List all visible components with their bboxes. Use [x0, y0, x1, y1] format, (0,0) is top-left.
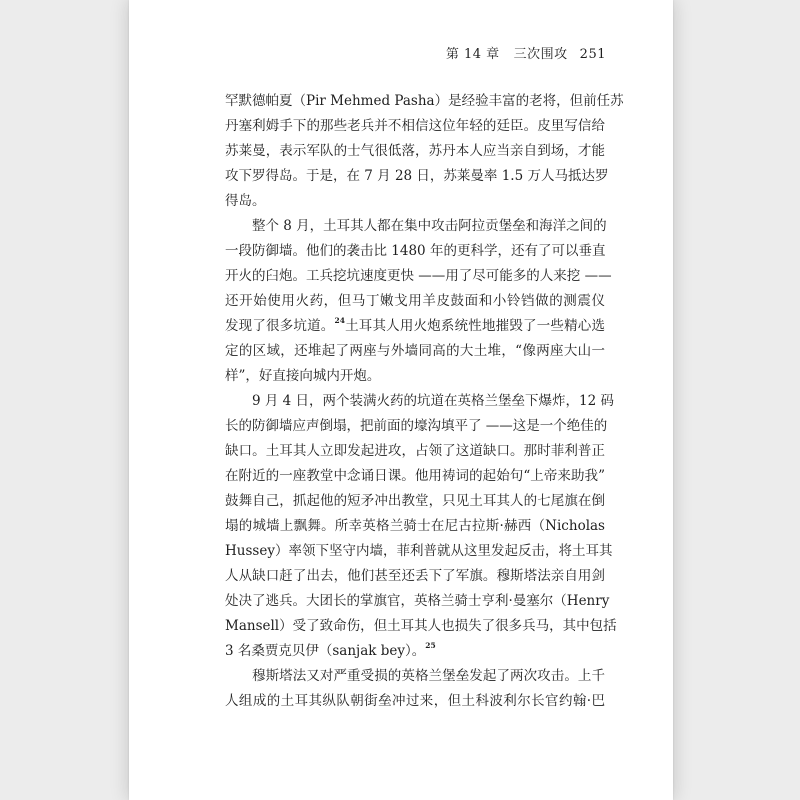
text-line: 得岛。	[225, 193, 266, 209]
page-number: 251	[579, 47, 606, 62]
text-line	[225, 639, 605, 664]
book-page	[129, 0, 673, 800]
text-line: 缺口。土耳其人立即发起进攻，占领了这道缺口。那时菲利普正	[225, 443, 605, 459]
text-line: Mansell）受了致命伤，但土耳其人也损失了很多兵马，其中包括	[225, 618, 617, 634]
text-line: 攻下罗得岛。于是，在 7 月 28 日，苏莱曼率 1.5 万人马抵达罗	[225, 168, 609, 184]
text-line: 人组成的土耳其纵队朝街垒冲过来，但土科波利尔长官约翰·巴	[225, 693, 605, 709]
line-text: 发现了很多坑道。	[225, 318, 335, 334]
text-line: 长的防御墙应声倒塌，把前面的壕沟填平了 ——这是一个绝佳的	[225, 418, 608, 434]
text-line: 人从缺口赶了出去，他们甚至还丢下了军旗。穆斯塔法亲自用剑	[225, 568, 605, 584]
text-line: 9 月 4 日，两个装满火药的坑道在英格兰堡垒下爆炸，12 码	[252, 393, 615, 409]
body-text	[225, 89, 624, 714]
chapter-title: 三次围攻	[513, 47, 568, 62]
paragraph	[225, 214, 612, 389]
text-line: 样”，好直接向城内开炮。	[225, 368, 381, 384]
text-line: 丹塞利姆手下的那些老兵并不相信这位年轻的廷臣。皮里写信给	[225, 118, 605, 134]
text-line: 定的区域，还堆起了两座与外墙同高的大土堆，“像两座大山一	[225, 343, 605, 359]
text-line: 塌的城墙上飘舞。所幸英格兰骑士在尼古拉斯·赫西（Nicholas	[225, 518, 605, 534]
text-line: 在附近的一座教堂中念诵日课。他用祷词的起始句“上帝来助我”	[225, 468, 605, 484]
text-line: 苏莱曼，表示军队的士气很低落，苏丹本人应当亲自到场，才能	[225, 143, 605, 159]
paragraph	[225, 389, 617, 664]
paragraph	[225, 664, 605, 714]
text-line: 整个 8 月，土耳其人都在集中攻击阿拉贡堡垒和海洋之间的	[252, 218, 607, 234]
text-line	[225, 314, 605, 339]
text-line: 一段防御墙。他们的袭击比 1480 年的更科学，还有了可以垂直	[225, 243, 606, 259]
text-line: 处决了逃兵。大团长的掌旗官，英格兰骑士亨利·曼塞尔（Henry	[225, 593, 610, 609]
line-text: 土耳其人用火炮系统性地摧毁了一些精心选	[344, 318, 605, 334]
line-text: 3 名桑贾克贝伊（sanjak bey）。	[225, 643, 426, 659]
text-line: 开火的臼炮。工兵挖坑速度更快 ——用了尽可能多的人来挖 ——	[225, 268, 612, 284]
text-line: 罕默德帕夏（Pir Mehmed Pasha）是经验丰富的老将，但前任苏	[225, 93, 624, 109]
running-header	[446, 43, 606, 62]
chapter-number: 第 14 章	[445, 47, 500, 62]
text-line: 鼓舞自己，抓起他的短矛冲出教堂，只见土耳其人的七尾旗在倒	[225, 493, 605, 509]
footnote-marker[interactable]: 24	[334, 316, 345, 325]
text-line: 穆斯塔法又对严重受损的英格兰堡垒发起了两次攻击。上千	[252, 668, 605, 684]
paragraph	[225, 89, 624, 214]
text-line: Hussey）率领下坚守内墙，菲利普就从这里发起反击，将土耳其	[225, 543, 613, 559]
text-line: 还开始使用火药，但马丁嫩戈用羊皮鼓面和小铃铛做的测震仪	[225, 293, 605, 309]
footnote-marker[interactable]: 25	[425, 641, 436, 650]
